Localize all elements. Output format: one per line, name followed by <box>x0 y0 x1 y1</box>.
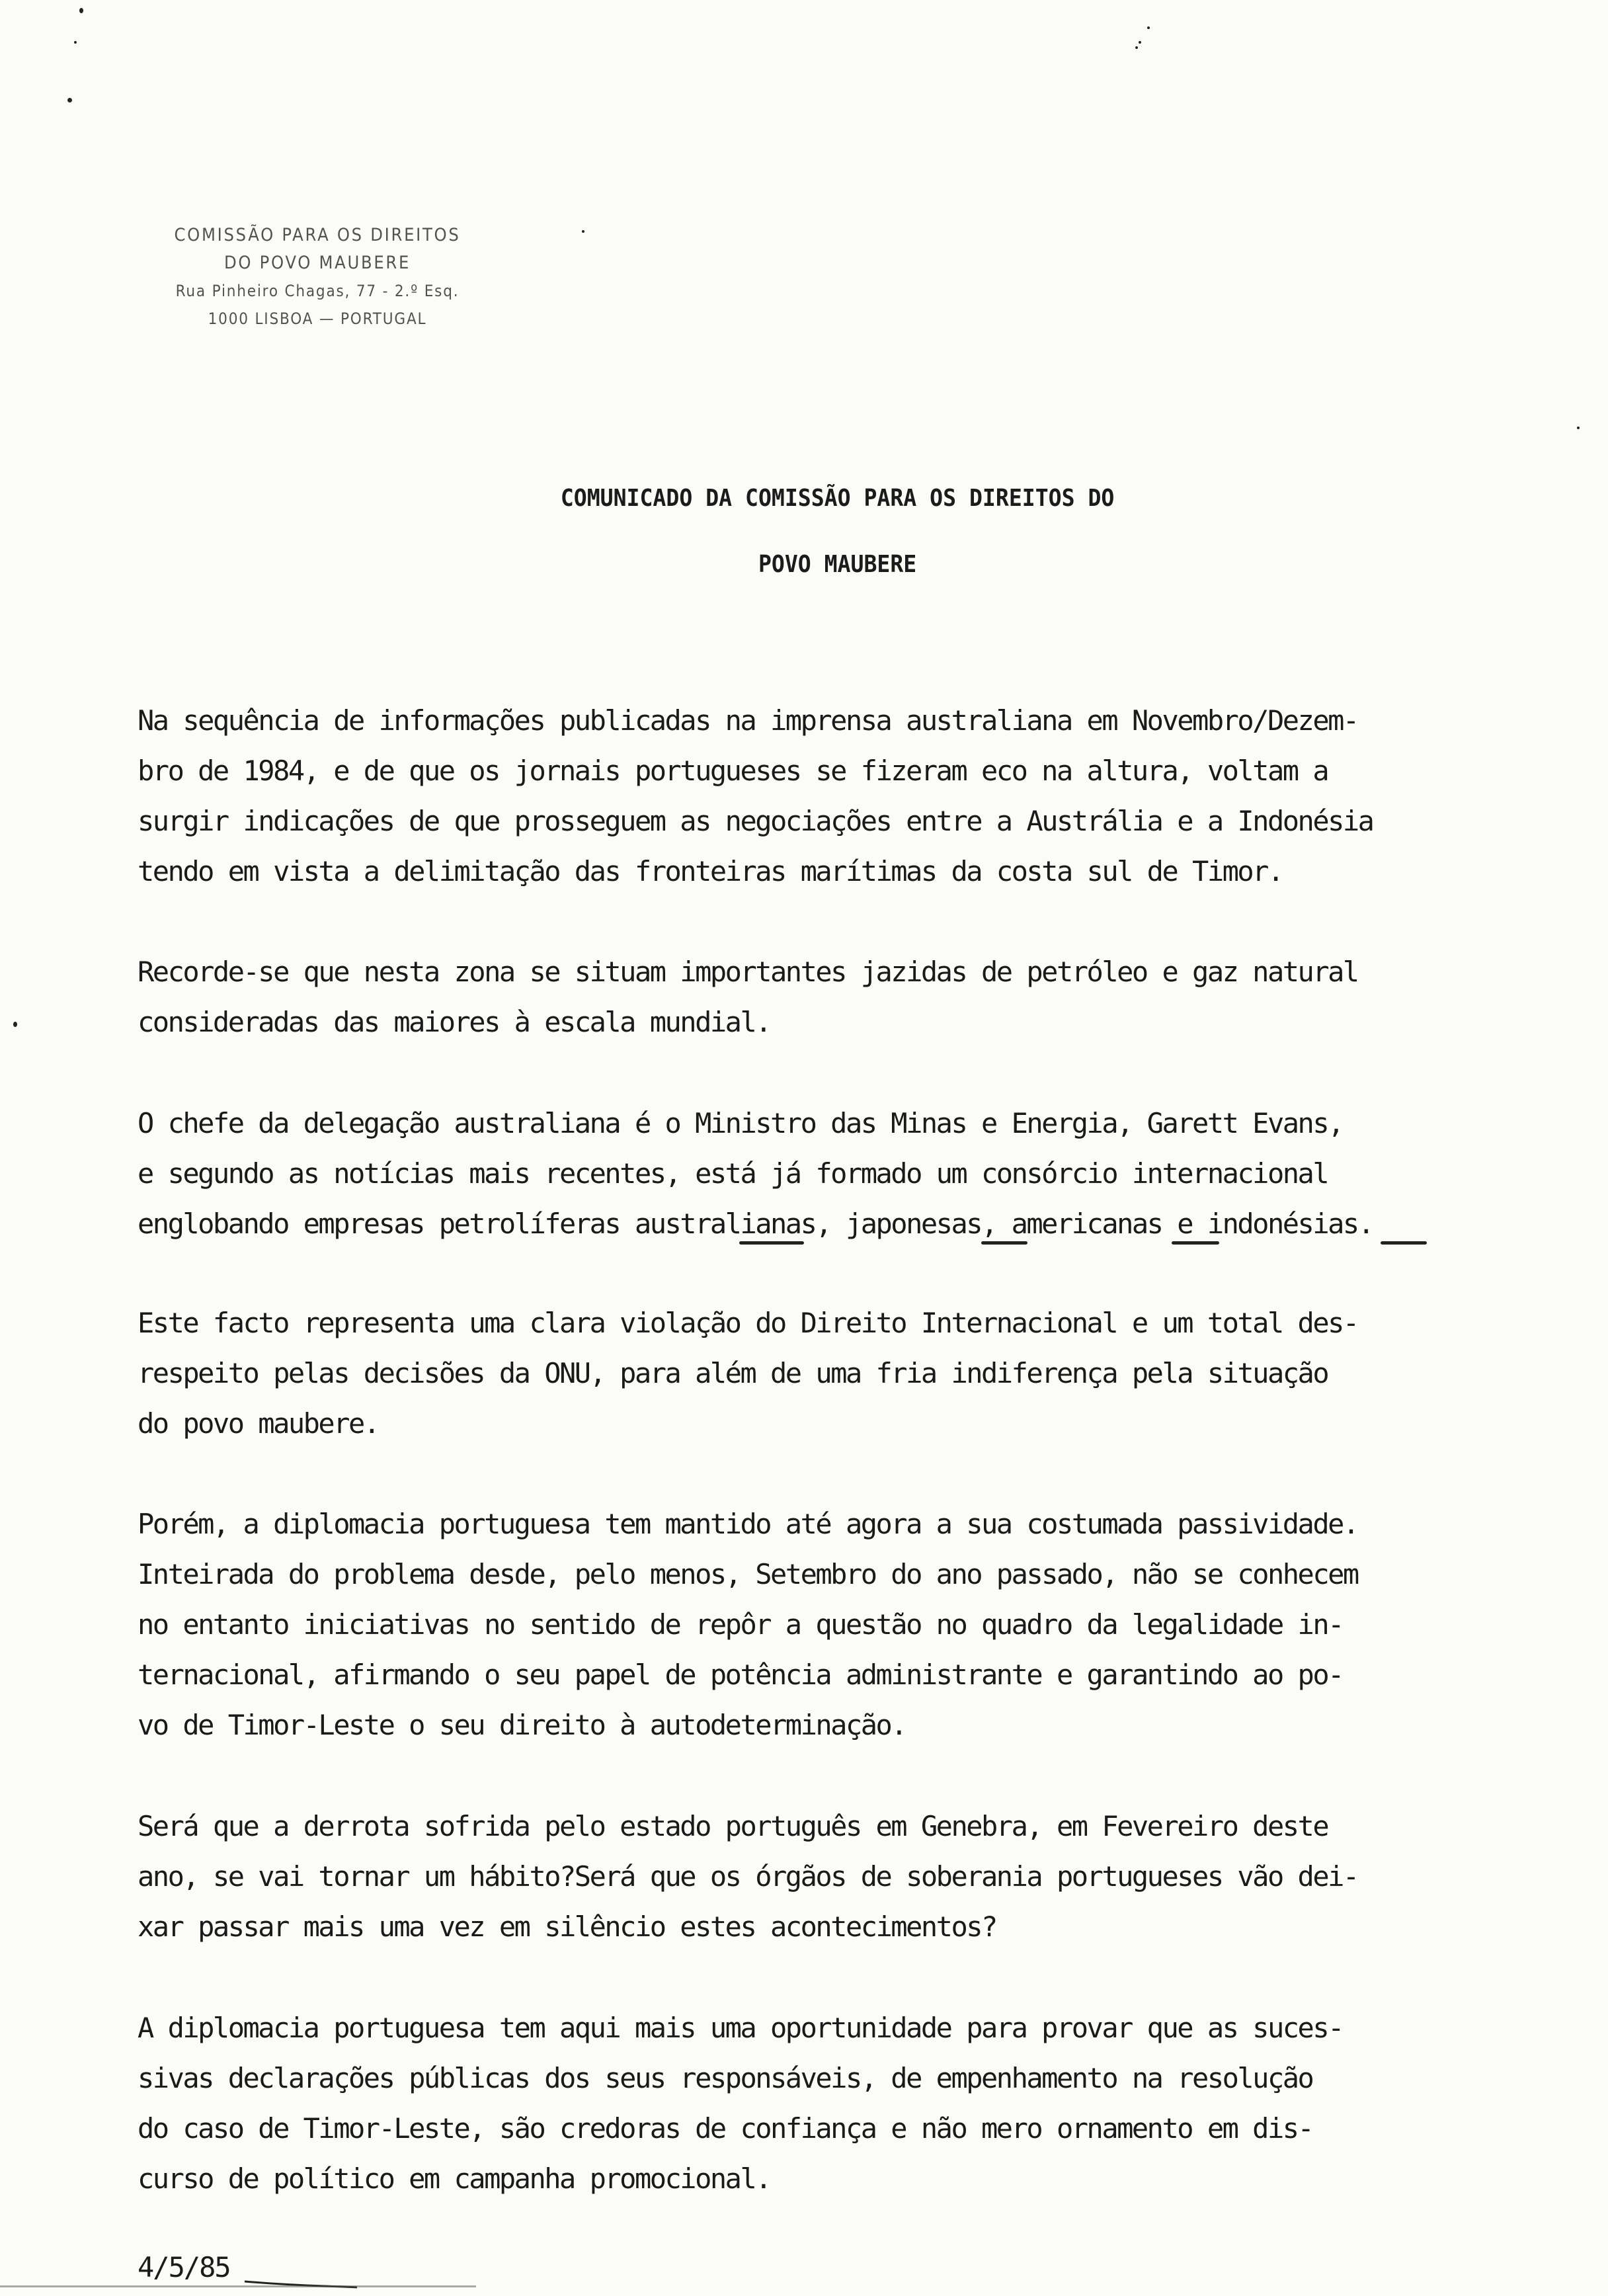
handwritten-underline <box>1381 1241 1427 1245</box>
text-line: ano, se vai tornar um hábito?Será que os órgãos de soberania portugueses vão dei- <box>138 1860 1358 1893</box>
letterhead-stamp <box>132 222 502 333</box>
text-line: Na sequência de informações publicadas na imprensa australiana em Novembro/Dezem- <box>138 704 1358 737</box>
text-line: Porém, a diplomacia portuguesa tem mantido até agora a sua costumada passividade. <box>138 1508 1358 1540</box>
scan-speck <box>1135 46 1138 49</box>
paragraph <box>138 1098 1500 1249</box>
text-line: bro de 1984, e de que os jornais portugueses se fizeram eco na altura, voltam a <box>138 755 1328 787</box>
text-line: A diplomacia portuguesa tem aqui mais uma oportunidade para provar que as suces- <box>138 2012 1343 2044</box>
handwritten-underline <box>1172 1241 1219 1245</box>
text-line: no entanto iniciativas no sentido de repôr a questão no quadro da legalidade in- <box>138 1608 1343 1641</box>
text-line: do povo maubere. <box>138 1407 379 1440</box>
letterhead-organization: COMISSÃO PARA OS DIREITOS <box>174 225 461 245</box>
paragraph <box>138 1499 1500 1750</box>
paragraph <box>138 1298 1500 1449</box>
document-date: 4/5/85 <box>138 2251 230 2283</box>
scan-speck <box>67 98 72 102</box>
text-line: respeito pelas decisões da ONU, para além de uma fria indiferença pela situação <box>138 1357 1328 1389</box>
paragraph <box>138 947 1500 1047</box>
handwritten-underline <box>981 1241 1027 1245</box>
document-title-line1: COMUNICADO DA COMISSÃO PARA OS DIREITOS DO <box>560 485 1115 512</box>
paragraph <box>138 1801 1500 1952</box>
text-line: Será que a derrota sofrida pelo estado português em Genebra, em Fevereiro deste <box>138 1810 1328 1842</box>
paragraph <box>138 696 1500 897</box>
letterhead-organization-line2: DO POVO MAUBERE <box>223 253 411 273</box>
text-line: vo de Timor-Leste o seu direito à autodeterminação. <box>138 1709 906 1741</box>
scan-speck <box>1147 26 1150 29</box>
text-line: Este facto representa uma clara violação do Direito Internacional e um total des- <box>138 1307 1358 1339</box>
text-line: e segundo as notícias mais recentes, está já formado um consórcio internacional <box>138 1157 1328 1190</box>
text-line: tendo em vista a delimitação das fronteiras marítimas da costa sul de Timor. <box>138 855 1283 887</box>
text-line: do caso de Timor-Leste, são credoras de confiança e não mero ornamento em dis- <box>138 2112 1313 2145</box>
scan-speck <box>79 8 83 13</box>
text-line: ternacional, afirmando o seu papel de potência administrante e garantindo ao po- <box>138 1659 1343 1691</box>
document-title-line2: POVO MAUBERE <box>758 551 917 578</box>
letterhead-city: 1000 LISBOA — PORTUGAL <box>208 309 427 328</box>
text-line: xar passar mais uma vez em silêncio estes acontecimentos? <box>138 1910 996 1943</box>
text-line: curso de político em campanha promocional. <box>138 2162 771 2195</box>
paragraph <box>138 2003 1500 2204</box>
scan-speck <box>74 41 77 44</box>
handwritten-underline <box>739 1241 804 1245</box>
letterhead-address: Rua Pinheiro Chagas, 77 - 2.º Esq. <box>175 282 460 300</box>
scan-speck <box>1577 427 1580 429</box>
text-line: sivas declarações públicas dos seus responsáveis, de empenhamento na resolução <box>138 2062 1313 2094</box>
scan-speck <box>582 230 584 233</box>
text-line: consideradas das maiores à escala mundial. <box>138 1006 771 1038</box>
scan-speck <box>13 1022 17 1027</box>
text-line: Inteirada do problema desde, pelo menos, Setembro do ano passado, não se conhecem <box>138 1558 1358 1590</box>
text-line: O chefe da delegação australiana é o Ministro das Minas e Energia, Garett Evans, <box>138 1107 1343 1139</box>
scan-speck <box>1139 41 1141 44</box>
text-line: englobando empresas petrolíferas australianas, japonesas, americanas e indonésias. <box>138 1208 1373 1240</box>
text-line: surgir indicações de que prosseguem as negociações entre a Austrália e a Indonésia <box>138 805 1373 837</box>
text-line: Recorde-se que nesta zona se situam importantes jazidas de petróleo e gaz natural <box>138 956 1358 988</box>
page-edge-rule <box>0 2285 476 2287</box>
